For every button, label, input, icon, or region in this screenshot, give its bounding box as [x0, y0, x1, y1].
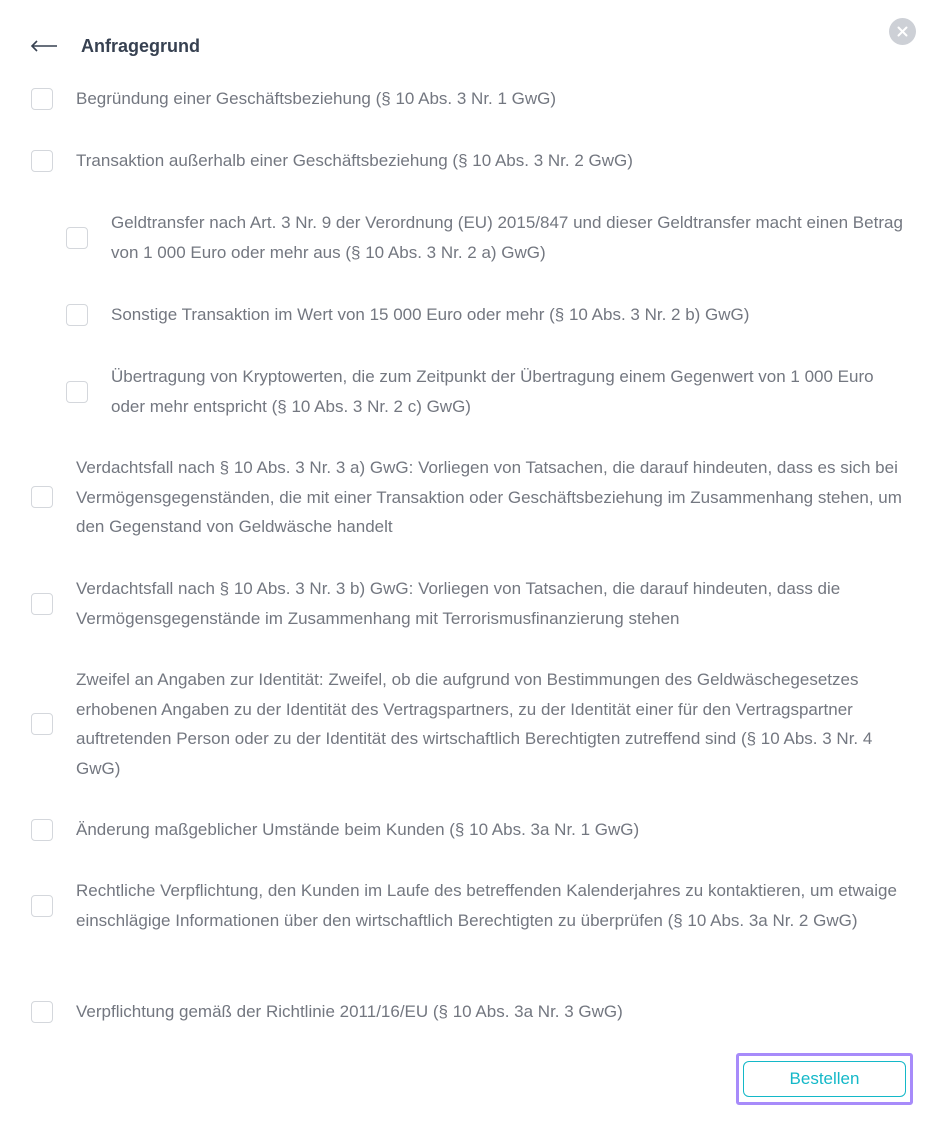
option-checkbox[interactable] — [31, 150, 53, 172]
option-label: Verpflichtung gemäß der Richtlinie 2011/16/EU (§ 10 Abs. 3a Nr. 3 GwG) — [76, 1002, 623, 1021]
option-checkbox[interactable] — [31, 819, 53, 841]
option-checkbox[interactable] — [31, 713, 53, 735]
option-label: Übertragung von Kryptowerten, die zum Zeitpunkt der Übertragung einem Gegenwert von 1 000 Euro oder mehr entspricht (§ 10 Abs. 3 Nr. 2 c) GwG) — [111, 367, 874, 416]
option-rechtliche-verpflichtung[interactable] — [31, 876, 906, 935]
option-checkbox[interactable] — [66, 304, 88, 326]
option-label: Zweifel an Angaben zur Identität: Zweifel, ob die aufgrund von Bestimmungen des Geldwäschegesetzes erhobenen Angaben zu der Identität des Vertragspartners, zu der Identität einer für den Vertragspartner auftretenden Person oder zu der Identität des wirtschaftlich Berechtigten zutreffend sind (§ 10 Abs. 3 Nr. 4 GwG) — [76, 670, 873, 778]
option-verdachtsfall-terrorismus[interactable] — [31, 574, 906, 633]
order-button-focus-ring — [736, 1053, 913, 1105]
option-checkbox[interactable] — [31, 1001, 53, 1023]
option-aenderung-umstaende[interactable] — [31, 815, 906, 845]
option-geldtransfer[interactable] — [66, 208, 911, 267]
option-checkbox[interactable] — [31, 593, 53, 615]
close-icon — [897, 26, 908, 37]
option-verdachtsfall-geldwaesche[interactable] — [31, 453, 906, 542]
option-transaktion-ausserhalb[interactable] — [31, 146, 906, 176]
option-kryptowerte[interactable] — [66, 362, 911, 421]
option-label: Verdachtsfall nach § 10 Abs. 3 Nr. 3 b) GwG: Vorliegen von Tatsachen, die darauf hindeuten, dass die Vermögensgegenstände im Zusammenhang mit Terrorismusfinanzierung stehen — [76, 579, 841, 628]
dialog-title: Anfragegrund — [81, 35, 200, 56]
option-label: Rechtliche Verpflichtung, den Kunden im Laufe des betreffenden Kalenderjahres zu kontaktieren, um etwaige einschlägige Informationen über den wirtschaftlich Berechtigten zu überprüfen (§ 10 Abs. 3a Nr. 2 GwG) — [76, 881, 897, 930]
order-button[interactable]: Bestellen — [743, 1061, 906, 1097]
option-label: Verdachtsfall nach § 10 Abs. 3 Nr. 3 a) GwG: Vorliegen von Tatsachen, die darauf hindeuten, dass es sich bei Vermögensgegenständen, die mit einer Transaktion oder Geschäftsbeziehung im Zusammenhang stehen, um den Gegenstand von Geldwäsche handelt — [76, 458, 902, 536]
option-label: Änderung maßgeblicher Umstände beim Kunden (§ 10 Abs. 3a Nr. 1 GwG) — [76, 820, 640, 839]
option-checkbox[interactable] — [66, 381, 88, 403]
option-label: Geldtransfer nach Art. 3 Nr. 9 der Verordnung (EU) 2015/847 und dieser Geldtransfer macht einen Betrag von 1 000 Euro oder mehr aus (§ 10 Abs. 3 Nr. 2 a) GwG) — [111, 213, 903, 262]
option-label: Sonstige Transaktion im Wert von 15 000 Euro oder mehr (§ 10 Abs. 3 Nr. 2 b) GwG) — [111, 305, 750, 324]
option-label: Transaktion außerhalb einer Geschäftsbeziehung (§ 10 Abs. 3 Nr. 2 GwG) — [76, 151, 633, 170]
option-richtlinie-2011-16-eu[interactable] — [31, 997, 906, 1027]
option-sonstige-transaktion[interactable] — [66, 300, 911, 330]
option-checkbox[interactable] — [66, 227, 88, 249]
option-checkbox[interactable] — [31, 88, 53, 110]
back-arrow-icon[interactable] — [30, 36, 60, 56]
option-checkbox[interactable] — [31, 486, 53, 508]
option-checkbox[interactable] — [31, 895, 53, 917]
option-begruendung-geschaeftsbeziehung[interactable] — [31, 84, 906, 114]
option-zweifel-identitaet[interactable] — [31, 665, 906, 783]
option-label: Begründung einer Geschäftsbeziehung (§ 10 Abs. 3 Nr. 1 GwG) — [76, 89, 557, 108]
close-button[interactable] — [889, 18, 916, 45]
dialog-header — [30, 30, 200, 62]
